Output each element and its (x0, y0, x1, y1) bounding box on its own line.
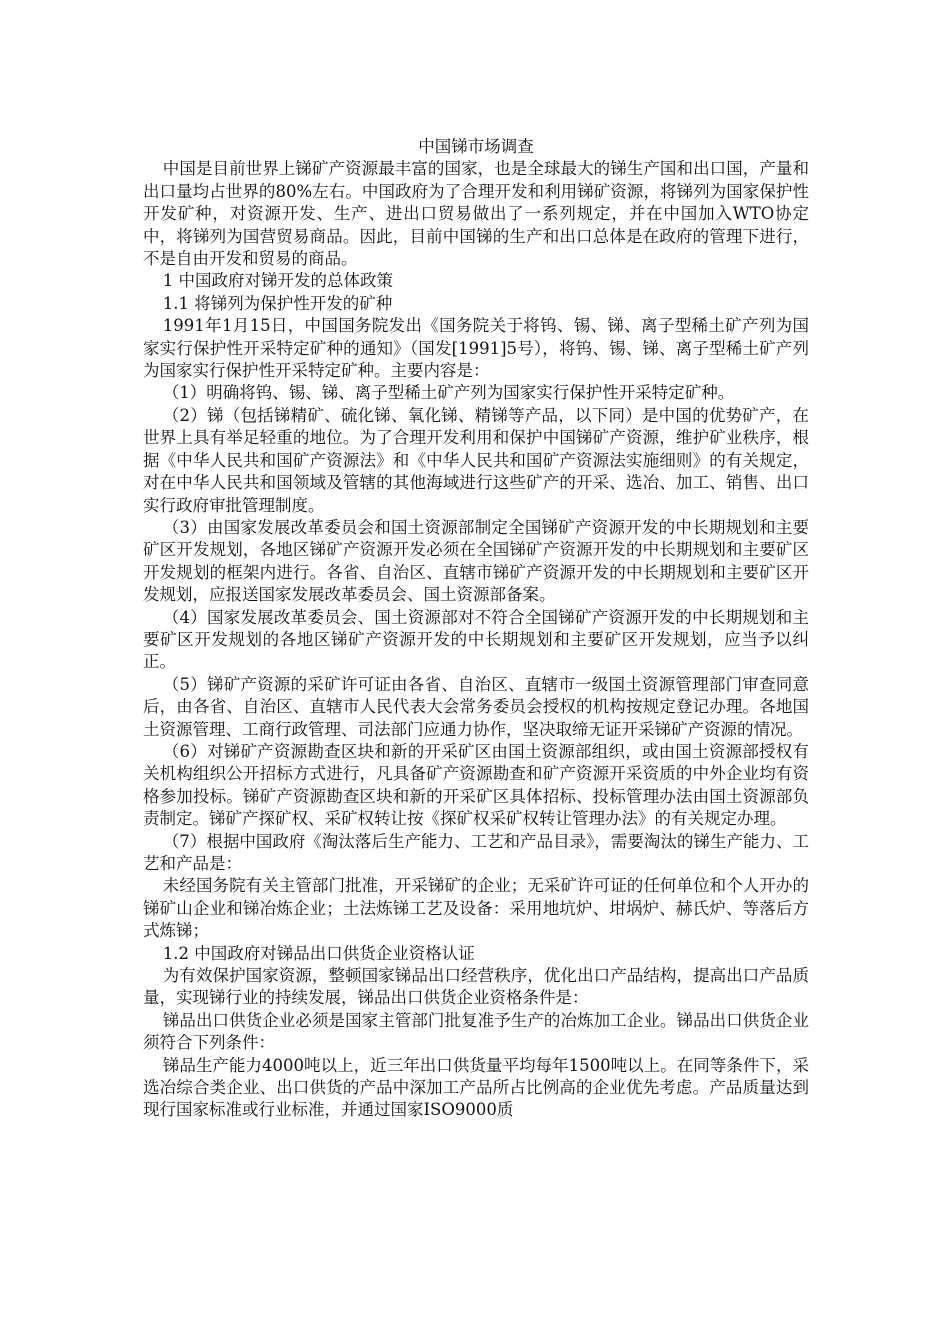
paragraph-intro: 中国是目前世界上锑矿产资源最丰富的国家，也是全球最大的锑生产国和出口国，产量和出口量均占世界的80%左右。中国政府为了合理开发和利用锑矿资源，将锑列为国家保护性开发矿种，对资源开发、生产、进出口贸易做出了一系列规定，并在中国加入WTO协定中，将锑列为国营贸易商品。因此，目前中国锑的生产和出口总体是在政府的管理下进行，不是自由开发和贸易的商品。 (143, 159, 809, 269)
list-item-4: （4）国家发展改革委员会、国土资源部对不符合全国锑矿产资源开发的中长期规划和主要矿区开发规划的各地区锑矿产资源开发的中长期规划和主要矿区开发规划，应当予以纠正。 (143, 607, 809, 672)
list-item-1: （1）明确将钨、锡、锑、离子型稀土矿产列为国家实行保护性开采特定矿种。 (162, 383, 735, 403)
section-heading-1: 1 中国政府对锑开发的总体政策 (162, 271, 394, 291)
list-item-2: （2）锑（包括锑精矿、硫化锑、氧化锑、精锑等产品，以下同）是中国的优势矿产，在世界上具有举足轻重的地位。为了合理开发利用和保护中国锑矿产资源，维护矿业秩序，根据《中华人民共和国矿产资源法》和《中华人民共和国矿产资源法实施细则》的有关规定，对在中华人民共和国领域及管辖的其他海域进行这些矿产的开采、选冶、加工、销售、出口实行政府审批管理制度。 (143, 405, 809, 515)
paragraph-export-requirement: 锑品出口供货企业必须是国家主管部门批复准予生产的冶炼加工企业。锑品出口供货企业须符合下列条件： (143, 1010, 809, 1053)
paragraph-export-capacity: 锑品生产能力4000吨以上，近三年出口供货量平均每年1500吨以上。在同等条件下，采选冶综合类企业、出口供货的产品中深加工产品所占比例高的企业优先考虑。产品质量达到现行国家标准或行业标准，并通过国家ISO9000质 (143, 1055, 809, 1120)
document-title: 中国锑市场调查 (418, 137, 534, 156)
paragraph-eliminated-capacity: 未经国务院有关主管部门批准，开采锑矿的企业；无采矿许可证的任何单位和个人开办的锑矿山企业和锑冶炼企业；土法炼锑工艺及设备：采用地坑炉、坩埚炉、赫氏炉、等落后方式炼锑； (143, 876, 809, 941)
list-item-3: （3）由国家发展改革委员会和国土资源部制定全国锑矿产资源开发的中长期规划和主要矿区开发规划，各地区锑矿产资源开发必须在全国锑矿产资源开发的中长期规划和主要矿区开发规划的框架内进行。各省、自治区、直辖市锑矿产资源开发的中长期规划和主要矿区开发规划，应报送国家发展改革委员会、国土资源部备案。 (143, 517, 809, 605)
section-heading-1-2: 1.2 中国政府对锑品出口供货企业资格认证 (162, 943, 475, 963)
list-item-7: （7）根据中国政府《淘汰落后生产能力、工艺和产品目录》，需要淘汰的锑生产能力、工艺和产品是： (143, 831, 809, 873)
section-heading-1-1: 1.1 将锑列为保护性开发的矿种 (162, 293, 393, 313)
list-item-5: （5）锑矿产资源的采矿许可证由各省、自治区、直辖市一级国土资源管理部门审查同意后，由各省、自治区、直辖市人民代表大会常务委员会授权的机构按规定登记办理。各地国土资源管理、工商行政管理、司法部门应通力协作，坚决取缔无证开采锑矿产资源的情况。 (143, 674, 809, 739)
document-page (143, 136, 809, 1122)
list-item-6: （6）对锑矿产资源勘查区块和新的开采矿区由国土资源部组织，或由国土资源部授权有关机构组织公开招标方式进行，凡具备矿产资源勘查和矿产资源开采资质的中外企业均有资格参加投标。锑矿产资源勘查区块和新的开采矿区具体招标、投标管理办法由国土资源部负责制定。锑矿产探矿权、采矿权转让按《探矿权采矿权转让管理办法》的有关规定办理。 (143, 741, 809, 829)
paragraph-notice: 1991年1月15日，中国国务院发出《国务院关于将钨、锡、锑、离子型稀土矿产列为国家实行保护性开采特定矿种的通知》（国发[1991]5号），将钨、锡、锑、离子型稀土矿产列为国家实行保护性开采特定矿种。主要内容是： (143, 316, 809, 381)
paragraph-export-purpose: 为有效保护国家资源，整顿国家锑品出口经营秩序，优化出口产品结构，提高出口产品质量，实现锑行业的持续发展，锑品出口供货企业资格条件是： (143, 966, 809, 1008)
